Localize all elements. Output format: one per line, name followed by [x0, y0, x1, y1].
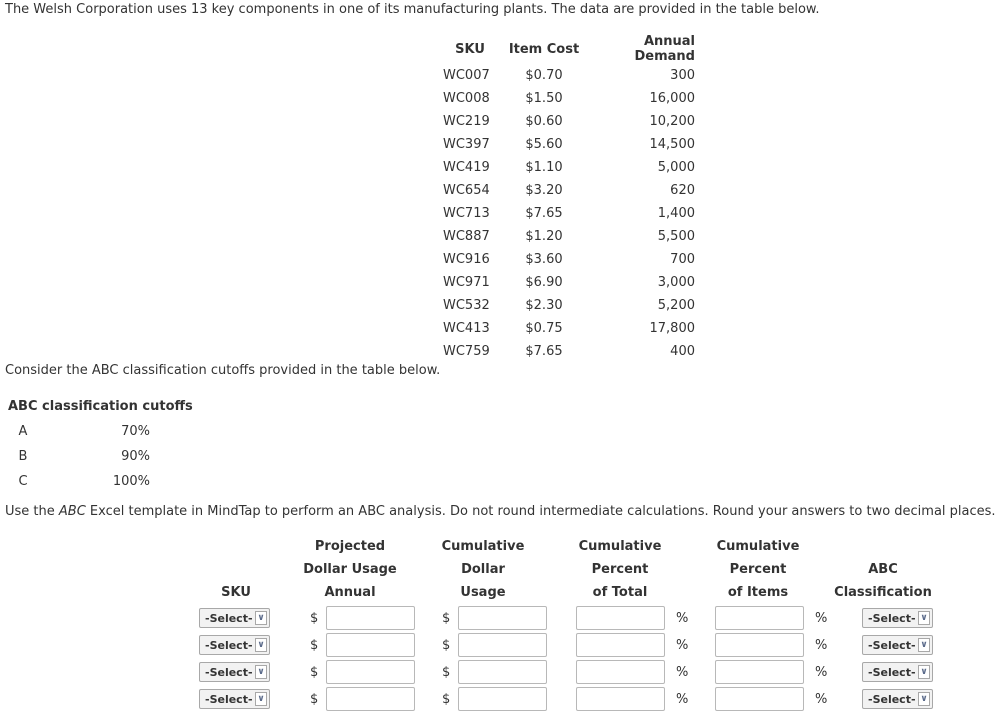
- answer-header-cum-pct-items: of Items: [727, 585, 789, 600]
- cumulative-dollar-usage-input[interactable]: [458, 687, 547, 711]
- cumulative-percent-total-input[interactable]: [576, 660, 665, 684]
- table-row: [437, 133, 697, 156]
- cell-sku: WC008: [443, 91, 490, 106]
- abc-classification-select[interactable]: [862, 689, 933, 709]
- cell-sku: WC419: [443, 160, 490, 175]
- column-header-item-cost: Item Cost: [508, 41, 580, 57]
- percent-symbol: %: [676, 638, 689, 653]
- cumulative-percent-items-input[interactable]: [715, 606, 804, 630]
- cumulative-percent-items-input[interactable]: [715, 633, 804, 657]
- cutoff-class-label: B: [18, 449, 28, 464]
- chevron-down-icon: ∨: [918, 638, 930, 652]
- cell-item-cost: $1.50: [525, 91, 563, 106]
- currency-symbol: $: [442, 692, 451, 707]
- problem-intro: The Welsh Corporation uses 13 key components in one of its manufacturing plants. The data are provided in the table below.: [5, 2, 820, 17]
- cell-annual-demand: 620: [670, 183, 695, 198]
- cutoff-percent: 100%: [112, 474, 150, 489]
- table-row: [437, 202, 697, 225]
- annual-dollar-usage-input[interactable]: [326, 606, 415, 630]
- percent-symbol: %: [676, 611, 689, 626]
- cumulative-percent-items-input[interactable]: [715, 687, 804, 711]
- currency-symbol: $: [442, 665, 451, 680]
- percent-symbol: %: [815, 611, 828, 626]
- cumulative-dollar-usage-input[interactable]: [458, 660, 547, 684]
- answer-header-cum-usage: Cumulative: [441, 539, 525, 554]
- answer-header-cum-pct-items: Cumulative: [716, 539, 800, 554]
- table-row: [437, 294, 697, 317]
- answer-header-cum-pct-total: Cumulative: [578, 539, 662, 554]
- cell-item-cost: $7.65: [525, 344, 563, 359]
- cutoff-percent: 70%: [121, 424, 150, 439]
- cutoffs-title: ABC classification cutoffs: [8, 399, 193, 414]
- cumulative-percent-total-input[interactable]: [576, 687, 665, 711]
- chevron-down-icon: ∨: [255, 665, 267, 679]
- instructions-emphasis: ABC: [58, 504, 86, 519]
- cell-item-cost: $1.10: [525, 160, 563, 175]
- cell-annual-demand: 400: [670, 344, 695, 359]
- sku-select-value: -Select-: [205, 639, 253, 652]
- chevron-down-icon: ∨: [918, 611, 930, 625]
- currency-symbol: $: [310, 692, 319, 707]
- annual-dollar-usage-input[interactable]: [326, 660, 415, 684]
- cutoffs-intro: Consider the ABC classification cutoffs provided in the table below.: [5, 363, 441, 378]
- percent-symbol: %: [815, 638, 828, 653]
- cumulative-percent-total-input[interactable]: [576, 606, 665, 630]
- table-header-row: [437, 34, 697, 64]
- cell-sku: WC654: [443, 183, 490, 198]
- sku-select[interactable]: [199, 689, 270, 709]
- column-header-sku: SKU: [455, 41, 485, 57]
- percent-symbol: %: [815, 665, 828, 680]
- sku-select-value: -Select-: [205, 612, 253, 625]
- abc-classification-select[interactable]: [862, 635, 933, 655]
- answer-header-usage: Projected: [314, 539, 386, 554]
- sku-select-value: -Select-: [205, 666, 253, 679]
- chevron-down-icon: ∨: [918, 665, 930, 679]
- abc-classification-select-value: -Select-: [868, 693, 916, 706]
- cell-sku: WC397: [443, 137, 490, 152]
- cell-sku: WC007: [443, 68, 490, 83]
- abc-classification-select[interactable]: [862, 662, 933, 682]
- table-row: [437, 317, 697, 340]
- percent-symbol: %: [676, 692, 689, 707]
- cell-sku: WC971: [443, 275, 490, 290]
- cutoff-class-label: C: [18, 474, 28, 489]
- cell-annual-demand: 5,500: [657, 229, 695, 244]
- cell-sku: WC887: [443, 229, 490, 244]
- sku-select[interactable]: [199, 608, 270, 628]
- cell-item-cost: $3.60: [525, 252, 563, 267]
- answer-header-cum-usage: Dollar: [461, 562, 505, 577]
- cell-annual-demand: 5,200: [657, 298, 695, 313]
- cell-annual-demand: 17,800: [649, 321, 695, 336]
- cumulative-percent-items-input[interactable]: [715, 660, 804, 684]
- cell-annual-demand: 16,000: [649, 91, 695, 106]
- annual-dollar-usage-input[interactable]: [326, 633, 415, 657]
- table-row: [437, 271, 697, 294]
- cell-annual-demand: 14,500: [649, 137, 695, 152]
- answer-header-usage: Dollar Usage: [303, 562, 397, 577]
- table-row: [437, 179, 697, 202]
- percent-symbol: %: [815, 692, 828, 707]
- currency-symbol: $: [442, 638, 451, 653]
- cell-item-cost: $6.90: [525, 275, 563, 290]
- cumulative-dollar-usage-input[interactable]: [458, 606, 547, 630]
- cell-sku: WC219: [443, 114, 490, 129]
- cutoff-class-label: A: [18, 424, 28, 439]
- table-row: [437, 248, 697, 271]
- cell-item-cost: $0.75: [525, 321, 563, 336]
- cell-annual-demand: 700: [670, 252, 695, 267]
- abc-classification-select-value: -Select-: [868, 612, 916, 625]
- answer-header-cum-usage: Usage: [460, 585, 506, 600]
- cell-item-cost: $3.20: [525, 183, 563, 198]
- cell-sku: WC713: [443, 206, 490, 221]
- chevron-down-icon: ∨: [255, 692, 267, 706]
- answer-header-abc: Classification: [834, 585, 932, 600]
- answer-header-abc: ABC: [868, 562, 898, 577]
- currency-symbol: $: [442, 611, 451, 626]
- table-row: [437, 225, 697, 248]
- chevron-down-icon: ∨: [918, 692, 930, 706]
- cell-annual-demand: 1,400: [657, 206, 695, 221]
- currency-symbol: $: [310, 638, 319, 653]
- cell-item-cost: $0.60: [525, 114, 563, 129]
- table-row: [437, 156, 697, 179]
- answer-header-cum-pct-items: Percent: [729, 562, 787, 577]
- percent-symbol: %: [676, 665, 689, 680]
- cell-item-cost: $1.20: [525, 229, 563, 244]
- table-row: [437, 87, 697, 110]
- cell-item-cost: $2.30: [525, 298, 563, 313]
- table-row: [437, 340, 697, 363]
- cell-annual-demand: 300: [670, 68, 695, 83]
- cell-sku: WC759: [443, 344, 490, 359]
- cell-annual-demand: 10,200: [649, 114, 695, 129]
- currency-symbol: $: [310, 611, 319, 626]
- cumulative-dollar-usage-input[interactable]: [458, 633, 547, 657]
- cell-sku: WC916: [443, 252, 490, 267]
- cell-annual-demand: 5,000: [657, 160, 695, 175]
- chevron-down-icon: ∨: [255, 611, 267, 625]
- answer-header-usage: Annual: [324, 585, 376, 600]
- cell-sku: WC532: [443, 298, 490, 313]
- currency-symbol: $: [310, 665, 319, 680]
- instructions-before: Use the: [5, 504, 59, 519]
- sku-select[interactable]: [199, 635, 270, 655]
- chevron-down-icon: ∨: [255, 638, 267, 652]
- table-row: [437, 110, 697, 133]
- abc-classification-select[interactable]: [862, 608, 933, 628]
- instructions-text: [5, 504, 996, 519]
- answer-header-cum-pct-total: Percent: [591, 562, 649, 577]
- table-row: [437, 64, 697, 87]
- cell-annual-demand: 3,000: [657, 275, 695, 290]
- cutoff-percent: 90%: [121, 449, 150, 464]
- annual-dollar-usage-input[interactable]: [326, 687, 415, 711]
- column-header-annual-demand: Annual Demand: [634, 34, 695, 64]
- cell-item-cost: $0.70: [525, 68, 563, 83]
- cell-item-cost: $5.60: [525, 137, 563, 152]
- cell-item-cost: $7.65: [525, 206, 563, 221]
- component-data-table: [437, 34, 697, 363]
- answer-header-sku: SKU: [221, 585, 251, 600]
- cumulative-percent-total-input[interactable]: [576, 633, 665, 657]
- cell-sku: WC413: [443, 321, 490, 336]
- sku-select-value: -Select-: [205, 693, 253, 706]
- abc-classification-select-value: -Select-: [868, 666, 916, 679]
- instructions-after: Excel template in MindTap to perform an ABC analysis. Do not round intermediate calculations. Round your answers to two decimal places.: [85, 504, 996, 519]
- abc-classification-select-value: -Select-: [868, 639, 916, 652]
- sku-select[interactable]: [199, 662, 270, 682]
- answer-header-cum-pct-total: of Total: [592, 585, 648, 600]
